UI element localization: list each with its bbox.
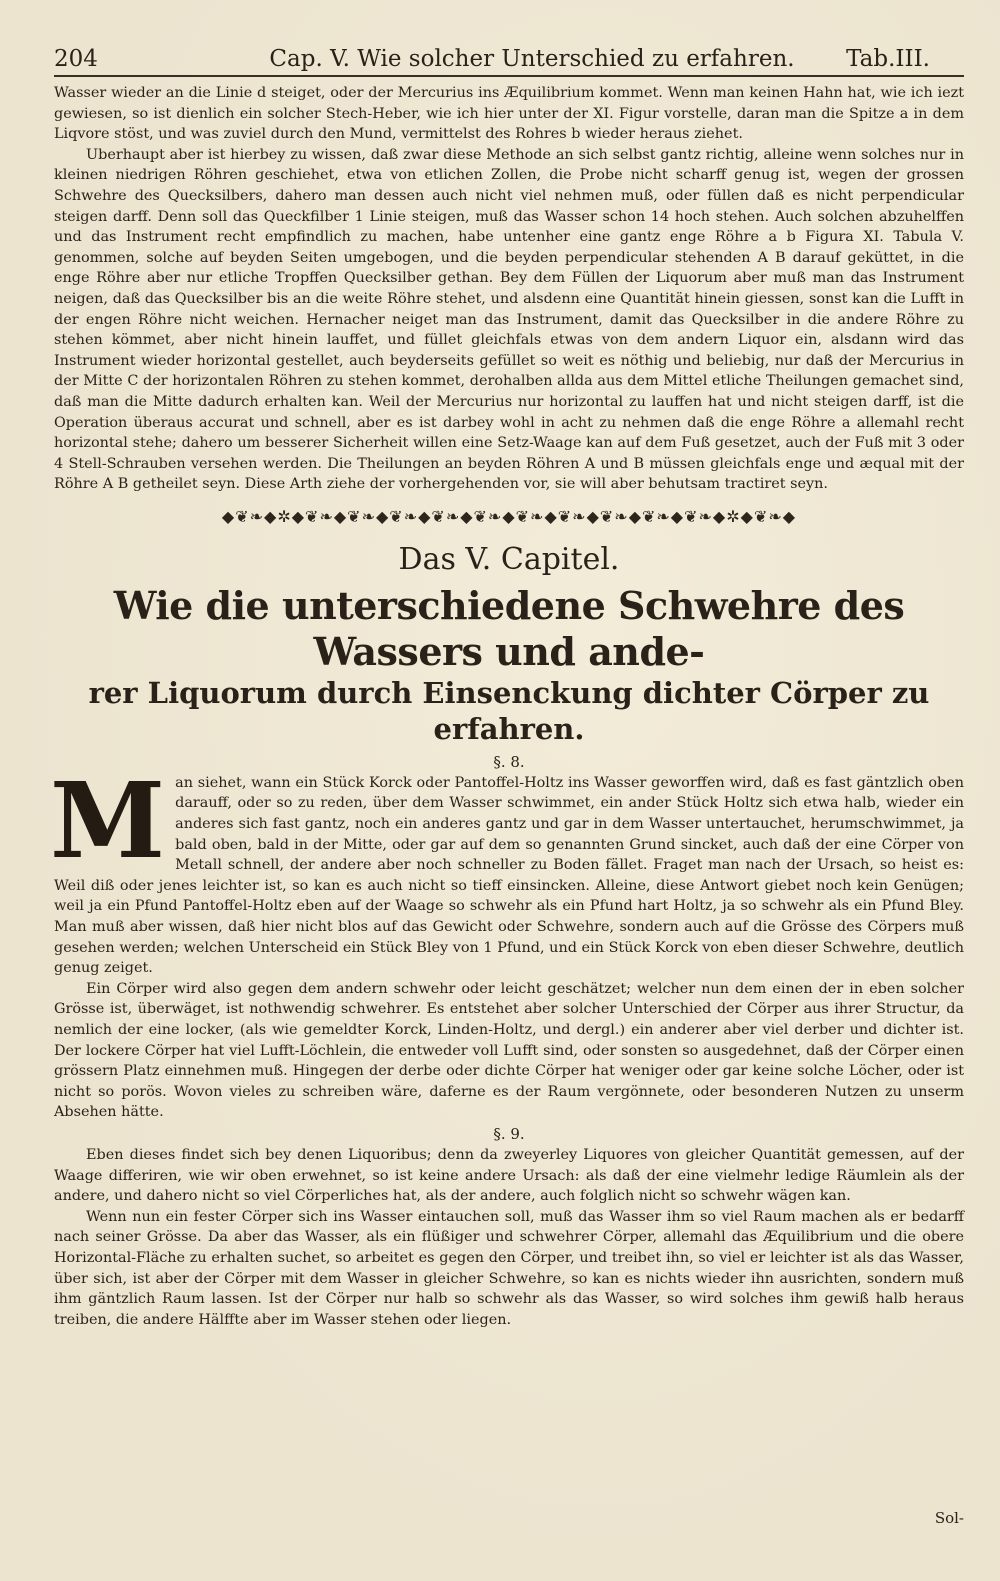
ornamental-divider: ◆❦❧◆✲◆❦❧◆❦❧◆❦❧◆❦❧◆❦❧◆❦❧◆❦❧◆❦❧◆❦❧◆❦❧◆✲◆❦❧◆ bbox=[221, 506, 797, 526]
continued-paragraph: Wasser wieder an die Linie d steiget, oder der Mercurius ins Æquilibrium kommet. Wenn man keinen Hahn hat, wie ich iezt gewiesen, so ist dienlich ein solcher Stech-Heber, wie ich hier unter der XI. Figur vorstelle, daran man die Spitze a in dem Liqvore stöst, und was zuviel durch den Mund, vermittelst des Rohres b wieder heraus ziehet. bbox=[54, 85, 964, 143]
chapter-label: Das V. Capitel. bbox=[398, 541, 620, 577]
section-8-paragraph-1-text: an siehet, wann ein Stück Korck oder Pantoffel-Holtz ins Wasser geworffen wird, daß es fast gäntzlich oben darauff, oder so zu reden, über dem Wasser schwimmet, ein ander Stück Holtz sich etwa halb, wieder ein anderes sich fast gantz, noch ein anderes gantz und gar in dem Wasser untertauchet, herumschwimmet, ja bald oben, bald in der Mitte, oder gar auf dem so genannten Grund sincket, auch daß der eine Cörper von Metall schnell, der andere aber noch schneller zu Boden fället. Fraget man nach der Ursach, so heist es: Weil diß oder jenes leichter ist, so kan es auch nicht so tieff einsincken. Alleine, diese Antwort giebet noch kein Genügen; weil ja ein Pfund Pantoffel-Holtz eben auf der Waage so schwehr als ein Pfund hart Holtz, ja so schwehr als ein Pfund Bley. Man muß aber wissen, daß hier nicht blos auf das Gewicht oder Schwehre, sondern auch auf die Grösse des Cörpers muß gesehen werden; welchen Unterscheid ein Stück Bley von 1 Pfund, und ein Stück Korck von eben dieser Schwehre, deutlich genug zeiget. bbox=[54, 774, 964, 977]
running-title: Cap. V. Wie solcher Unterschied zu erfahren. bbox=[269, 46, 795, 72]
catchword: Sol- bbox=[934, 1509, 964, 1527]
section-8-paragraph-2: Ein Cörper wird also gegen dem andern schwehr oder leicht geschätzet; welcher nun dem einen der in eben solcher Grösse ist, überwäget, ist nothwendig schwehrer. Es entstehet aber solcher Unterschied der Cörper aus ihrer Structur, da nemlich der eine locker, (als wie gemeldter Korck, Linden-Holtz, und dergl.) ein anderer aber viel derber und dichter ist. Der lockere Cörper hat viel Lufft-Löchlein, die entweder voll Lufft sind, oder sonsten so ausgedehnet, daß der Cörper einen grössern Platz einnehmen muß. Hingegen der derbe oder dichte Cörper hat weniger oder gar keine solche Löcher, oder ist nicht so porös. Wovon vieles zu schreiben wäre, daferne es der Raum vergönnete, oder besonderen Nutzen zu unserm Absehen hätte. bbox=[54, 980, 964, 1121]
chapter-title-line-1: Wie die unterschiedene Schwehre des Wassers und ande- bbox=[113, 582, 905, 674]
page-number: 204 bbox=[54, 46, 98, 72]
section-9-paragraph-2: Wenn nun ein fester Cörper sich ins Wasser eintauchen soll, muß das Wasser ihm so viel Raum machen als er bedarff nach seiner Grösse. Da aber das Wasser, als ein flüßiger und schwehrer Cörper, allemahl das Æquilibrium und die obere Horizontal-Fläche zu erhalten suchet, so arbeitet es gegen den Cörper, und treibet ihn, so viel er leichter ist als das Wasser, über sich, ist aber der Cörper mit dem Wasser in gleicher Schwehre, so kan es nichts wieder ihn ausrichten, sondern muß ihm gäntzlich Raum lassen. Ist der Cörper nur halb so schwehr als das Wasser, so wird solches ihm gewiß halb heraus treiben, die andere Hälffte aber im Wasser stehen oder liegen. bbox=[54, 1208, 964, 1328]
method-paragraph: Uberhaupt aber ist hierbey zu wissen, daß zwar diese Methode an sich selbst gantz richtig, alleine wenn solches nur in kleinen niedrigen Röhren geschiehet, etwa von etlichen Zollen, die Probe nicht scharff genug ist, wegen der grossen Schwehre des Quecksilbers, dahero man dessen auch nicht viel nehmen muß, oder füllen daß es nicht perpendicular steigen darff. Denn soll das Queckfilber 1 Linie steigen, muß das Wasser schon 14 hoch stehen. Auch solchen abzuhelffen und das Instrument recht empfindlich zu machen, habe untenher eine gantz enge Röhre a b Figura XI. Tabula V. genommen, solche auf beyden Seiten umgebogen, und die beyden perpendicular stehenden A B darauf geküttet, in die enge Röhre aber nur etliche Tropffen Quecksilber gethan. Bey dem Füllen der Liquorum aber muß man das Instrument neigen, daß das Quecksilber bis an die weite Röhre stehet, und alsdenn eine Quantität hinein giessen, sonst kan die Lufft in der engen Röhre nicht weichen. Hernacher neiget man das Instrument, damit das Quecksilber in die andere Röhre zu stehen kömmet, aber nicht hinein lauffet, und füllet gleichfals etwas von dem andern Liquor ein, alsdann wird das Instrument wieder horizontal gestellet, auch beyderseits gefüllet so weit es nöthig und beliebig, nur daß der Mercurius in der Mitte C der horizontalen Röhren zu stehen kommet, derohalben allda aus dem Mittel etliche Theilungen gemachet sind, daß man die Mitte dadurch erhalten kan. Weil der Mercurius nur horizontal zu lauffen hat und nicht steigen darff, ist die Operation überaus accurat und schnell, aber es ist darbey wohl in acht zu nehmen daß die enge Röhre a allemahl recht horizontal stehe; dahero um besserer Sicherheit willen eine Setz-Waage kan auf dem Fuß gesetzet, auch der Fuß mit 3 oder 4 Stell-Schrauben versehen werden. Die Theilungen an beyden Röhren A und B müssen gleichfals enge und æqual mit der Röhre A B getheilet seyn. Diese Arth ziehe der vorhergehenden vor, sie will aber behutsam tractiret seyn. bbox=[54, 146, 964, 493]
plate-reference: Tab.III. bbox=[846, 46, 930, 72]
section-8-paragraph-1 bbox=[50, 758, 964, 979]
section-9-paragraph-1: Eben dieses findet sich bey denen Liquoribus; denn da zweyerley Liquores von gleicher Quantität gemessen, auf der Waage differiren, wie wir oben erwehnet, so ist keine andere Ursach: als daß der eine vielmehr ledige Räumlein als der andere, und dahero nicht so viel Cörperliches hat, als der andere, auch folglich nicht so schwehr wägen kan. bbox=[54, 1146, 964, 1205]
page-header bbox=[54, 46, 964, 77]
section-8-label: §. 8. bbox=[493, 752, 525, 771]
section-9-label: §. 9. bbox=[493, 1124, 525, 1143]
drop-cap-letter: M bbox=[50, 758, 166, 882]
chapter-title-line-2: rer Liquorum durch Einsenckung dichter Cörper zu erfahren. bbox=[88, 675, 930, 746]
